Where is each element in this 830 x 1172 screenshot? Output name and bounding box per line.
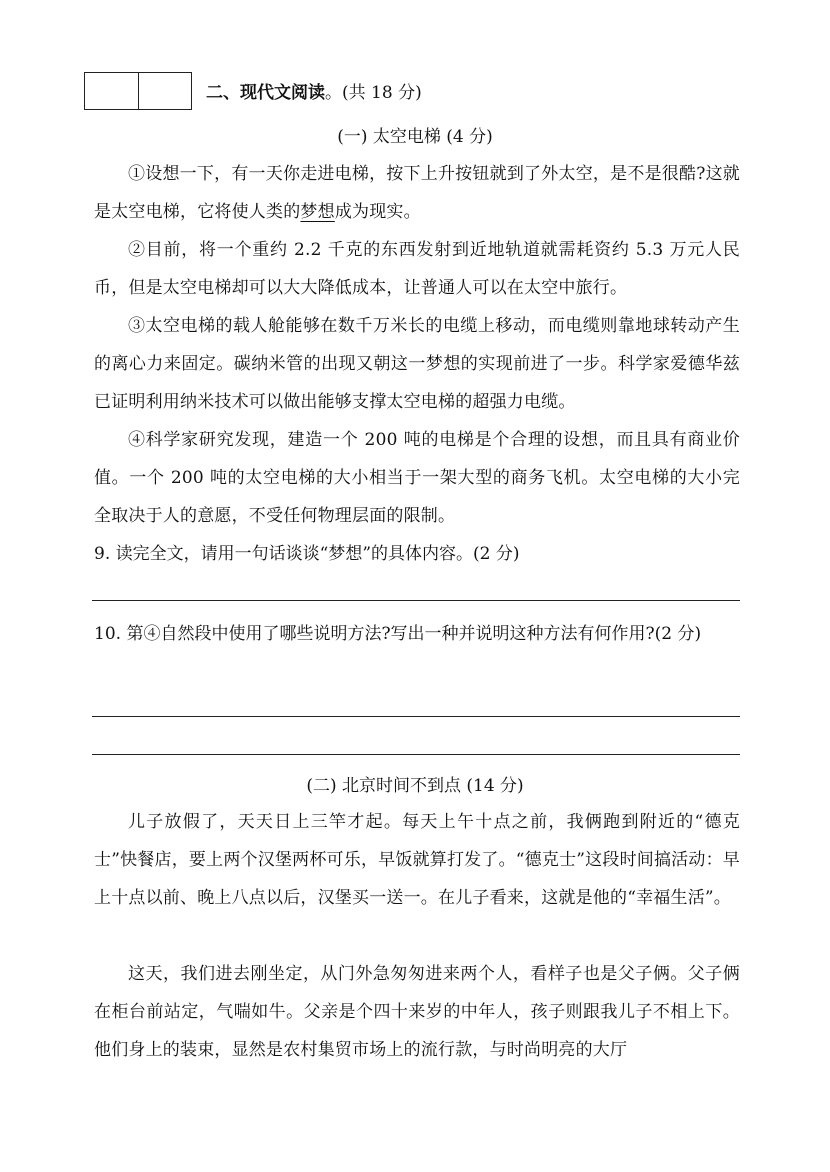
score-cell-grader (85, 73, 138, 109)
passage1-paragraph-4: ④科学家研究发现，建造一个 200 吨的电梯是个合理的设想，而且具有商业价值。一个 200 吨的太空电梯的大小相当于一架大型的商务飞机。太空电梯的大小完全取决于人的意愿，不受任何物理层面的限制。 (94, 430, 740, 526)
p1-underlined-word: 梦想 (300, 202, 335, 222)
passage1-paragraph-1 (94, 155, 740, 231)
passage1-paragraph-3: ③太空电梯的载人舱能够在数千万米长的电缆上移动，而电缆则靠地球转动产生的离心力来固定。碳纳米管的出现又朝这一梦想的实现前进了一步。科学家爱德华兹已证明利用纳米技术可以做出能够支撑太空电梯的超强力电缆。 (94, 316, 740, 412)
section-heading (206, 78, 422, 103)
passage1-title: (一) 太空电梯 (4 分) (337, 127, 493, 147)
question-10: 10. 第④自然段中使用了哪些说明方法?写出一种并说明这种方法有何作用?(2 分) (94, 624, 702, 644)
section-title-bold: 二、现代文阅读 (206, 83, 325, 103)
section-title-rest: 。(共 18 分) (325, 83, 422, 103)
question-9: 9. 读完全文，请用一句话谈谈“梦想”的具体内容。(2 分) (94, 544, 520, 564)
score-box (84, 72, 192, 110)
passage2-title: (二) 北京时间不到点 (14 分) (306, 776, 524, 796)
p1-text-b: 成为现实。 (334, 202, 421, 222)
score-cell-score (138, 73, 192, 109)
answer-line-q9[interactable] (92, 600, 740, 601)
p1-text-a: ①设想一下，有一天你走进电梯，按下上升按钮就到了外太空，是不是很酷?这就是太空电梯，它将使人类的 (94, 164, 740, 222)
passage1-paragraph-2: ②目前，将一个重约 2.2 千克的东西发射到近地轨道就需耗资约 5.3 万元人民币，但是太空电梯却可以大大降低成本，让普通人可以在太空中旅行。 (94, 240, 740, 298)
passage2-paragraph-2: 这天，我们进去刚坐定，从门外急匆匆进来两个人，看样子也是父子俩。父子俩在柜台前站定，气喘如牛。父亲是个四十来岁的中年人，孩子则跟我儿子不相上下。他们身上的装束，显然是农村集贸市场上的流行款，与时尚明亮的大厅 (94, 964, 740, 1060)
answer-line-q10-1[interactable] (92, 716, 740, 717)
passage2-paragraph-1: 儿子放假了，天天日上三竿才起。每天上午十点之前，我俩跑到附近的“德克士”快餐店，要上两个汉堡两杯可乐，早饭就算打发了。“德克士”这段时间搞活动：早上十点以前、晚上八点以后，汉堡买一送一。在儿子看来，这就是他的“幸福生活”。 (94, 812, 740, 908)
answer-line-q10-2[interactable] (92, 754, 740, 755)
